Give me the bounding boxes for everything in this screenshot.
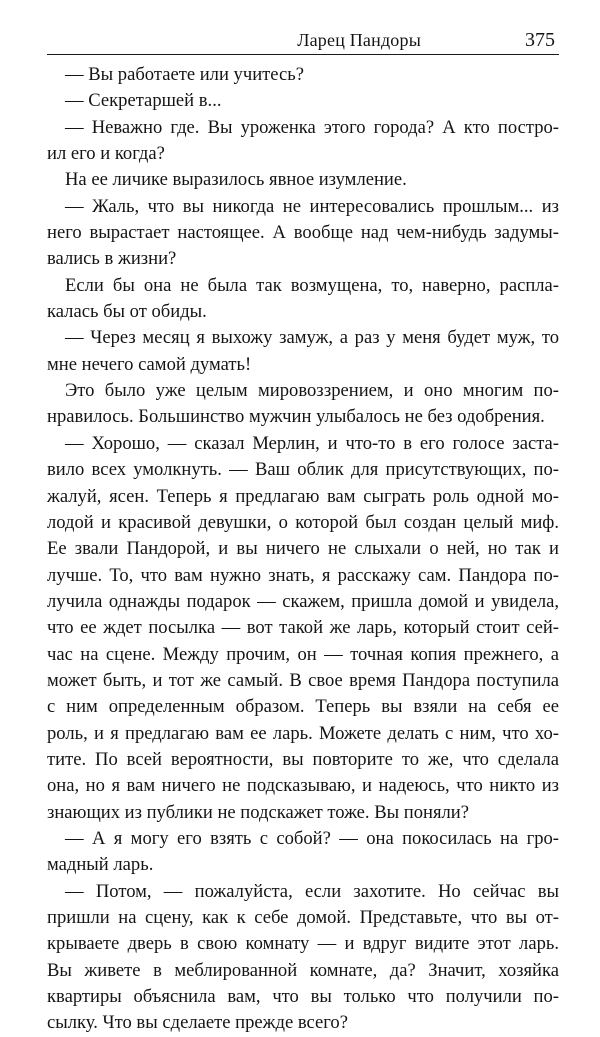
text-line: — Неважно где. Вы уроженка этого города? А кто постро- xyxy=(65,116,559,138)
text-line: она, но я вам ничего не подсказываю, и надеюсь, что никто из xyxy=(47,775,559,797)
text-line: лучше. То, что вам нужно знать, я расскажу сам. Пандора по- xyxy=(47,564,559,586)
text-line: квартиры объяснила вам, что вы только что получили по- xyxy=(47,986,559,1008)
text-line: час на сцене. Между прочим, он — точная копия прежнего, а xyxy=(47,643,559,665)
text-line: нравилось. Большинство мужчин улыбалось не без одобрения. xyxy=(47,406,545,428)
page-header xyxy=(47,24,559,55)
text-line: роль, и я предлагаю вам ее ларь. Можете делать с ним, что хо- xyxy=(47,722,559,744)
text-line: мне нечего самой думать! xyxy=(47,353,252,375)
text-line: может быть, и тот же самый. В свое время Пандора поступила xyxy=(47,669,559,691)
text-line: На ее личике выразилось явное изумление. xyxy=(65,169,407,191)
text-line: Это было уже целым мировоззрением, и оно многим по- xyxy=(65,380,559,402)
body-text xyxy=(47,62,559,1037)
text-line: — Потом, — пожалуйста, если захотите. Но сейчас вы xyxy=(65,880,559,902)
text-line: крываете дверь в свою комнату — и вдруг видите этот ларь. xyxy=(47,933,559,955)
text-line: него вырастает настоящее. А вообще над чем-нибудь задумы- xyxy=(47,222,559,244)
text-line: что ее ждет посылка — вот такой же ларь, который стоит сей- xyxy=(47,617,559,639)
text-line: мадный ларь. xyxy=(47,854,154,876)
text-line: — Жаль, что вы никогда не интересовались прошлым... из xyxy=(65,195,559,217)
text-line: калась бы от обиды. xyxy=(47,301,207,323)
page-number: 375 xyxy=(525,29,555,51)
text-line: тите. По всей вероятности, вы повторите то же, что сделала xyxy=(47,748,559,770)
text-line: — Хорошо, — сказал Мерлин, и что-то в его голосе заста- xyxy=(65,432,559,454)
text-line: жалуй, ясен. Теперь я предлагаю вам сыграть роль одной мо- xyxy=(47,485,559,507)
running-title: Ларец Пандоры xyxy=(297,30,421,50)
text-line: Ее звали Пандорой, и вы ничего не слыхали о ней, но так и xyxy=(47,538,559,560)
text-line: сылку. Что вы сделаете прежде всего? xyxy=(47,1012,348,1034)
text-line: пришли на сцену, как к себе домой. Представьте, что вы от- xyxy=(47,907,559,928)
text-line: Вы живете в меблированной комнате, да? Значит, хозяйка xyxy=(47,959,559,981)
text-line: лучила однажды подарок — скажем, пришла домой и увидела, xyxy=(47,590,559,612)
text-line: вило всех умолкнуть. — Ваш облик для присутствующих, по- xyxy=(47,459,559,481)
text-line: — А я могу его взять с собой? — она покосилась на гро- xyxy=(65,827,559,849)
text-line: вались в жизни? xyxy=(47,248,177,270)
text-line: ил его и когда? xyxy=(47,143,165,165)
text-line: лодой и красивой девушки, о которой был создан целый миф. xyxy=(47,511,559,533)
text-line: — Через месяц я выхожу замуж, а раз у меня будет муж, то xyxy=(65,327,559,349)
text-line: — Секретаршей в... xyxy=(65,90,222,112)
text-line: Если бы она не была так возмущена, то, наверно, распла- xyxy=(65,274,559,296)
text-line: с ним определенным образом. Теперь вы взяли на себя ее xyxy=(47,696,559,718)
text-line: знающих из публики не подскажет тоже. Вы поняли? xyxy=(47,801,470,823)
text-line: — Вы работаете или учитесь? xyxy=(65,64,304,85)
